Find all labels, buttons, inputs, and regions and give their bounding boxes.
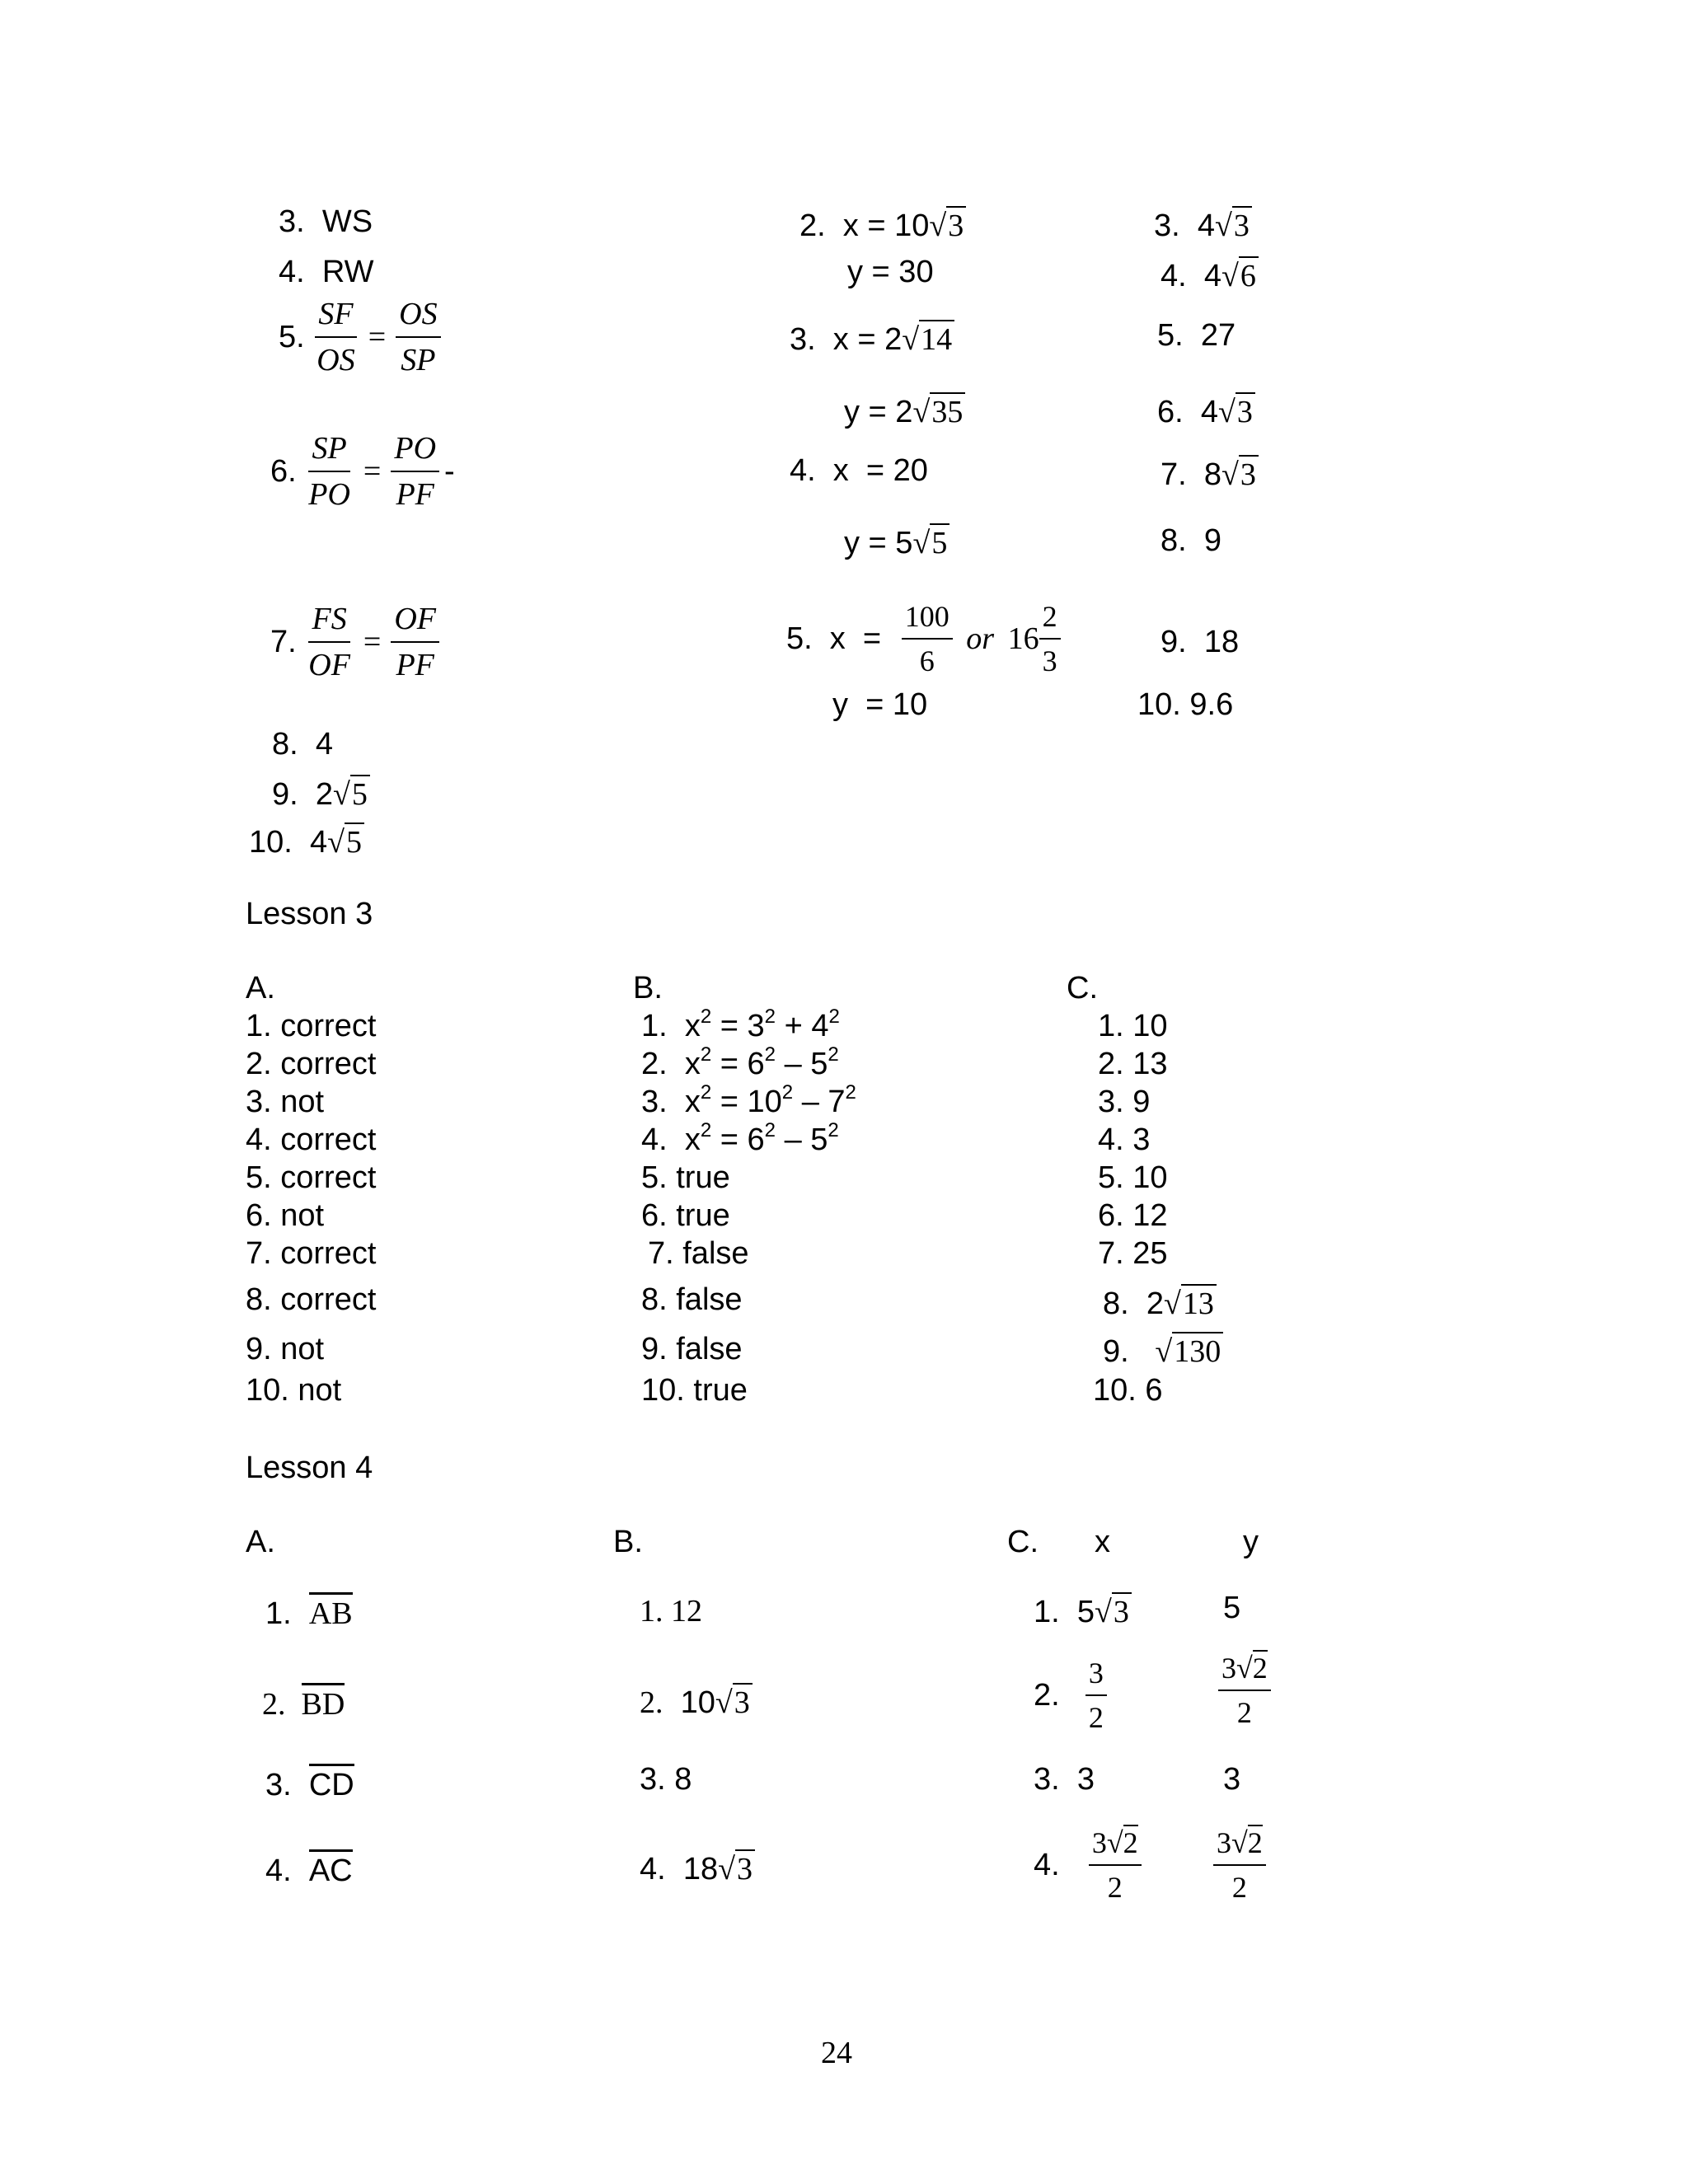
lesson3-c-heading: C.	[1067, 971, 1098, 1005]
table-row: 1. 5√3	[1034, 1592, 1132, 1628]
equation: 2. $x^2 = 6^2 - 5^2$	[641, 1043, 839, 1081]
table-row: 2. $\frac{3}{2}$	[1034, 1658, 1107, 1732]
sqrt-symbol: √3	[1221, 455, 1259, 490]
prev-c3-item-8: 8. 9	[1160, 523, 1221, 558]
fraction: $\frac{SF}{OS}$	[316, 297, 355, 377]
table-cell: 5	[1223, 1591, 1241, 1625]
list-item: 7. 25	[1098, 1236, 1168, 1271]
sqrt-symbol: √5	[912, 523, 950, 559]
list-item: 2. BD	[262, 1683, 345, 1720]
lesson4-b-heading: B.	[613, 1525, 643, 1559]
list-item: 5. 10	[1098, 1160, 1168, 1195]
prev-c1-item-8: 8. 4	[272, 727, 333, 762]
list-item: 5. correct	[246, 1160, 377, 1195]
table-cell	[1218, 1653, 1271, 1727]
lesson3-a-heading: A.	[246, 971, 275, 1005]
prev-c2-item-5x: 5. x = $\frac{100}{6}$ or 16 $\frac{2}{3}$	[786, 602, 1061, 676]
list-item: 8. correct	[246, 1282, 377, 1317]
list-item: 7. correct	[246, 1236, 377, 1271]
prev-c3-item-10: 10. 9.6	[1137, 687, 1234, 722]
table-row: 4. $\frac{3√2}{2}$	[1034, 1828, 1142, 1902]
lesson3-title: Lesson 3	[246, 897, 373, 931]
table-cell	[1213, 1828, 1266, 1902]
sqrt-symbol: √3	[1215, 206, 1252, 241]
sqrt-symbol: √3	[1218, 392, 1255, 428]
list-item: 4. correct	[246, 1122, 377, 1157]
column-header-x: x	[1095, 1525, 1110, 1559]
list-item: 6. not	[246, 1198, 325, 1233]
fraction: $\frac{SP}{PO}$	[308, 431, 350, 512]
list-item: 6. true	[641, 1198, 730, 1233]
table-row: 3. 3	[1034, 1762, 1095, 1797]
sqrt-symbol: √3	[1095, 1592, 1132, 1628]
list-item: 8. 2√13	[1103, 1284, 1217, 1319]
segment: BD	[302, 1683, 345, 1720]
sqrt-symbol: √3	[929, 206, 966, 241]
fraction: $\frac{OF}{PF}$	[391, 603, 439, 681]
list-item: 4. 18√3	[640, 1849, 755, 1885]
list-item: 2. 10√3	[640, 1683, 753, 1718]
prev-c2-item-4y: y = 5√5	[844, 523, 950, 559]
list-item: 1. correct	[246, 1009, 377, 1043]
prev-c1-item-10: 10. 4√5	[249, 823, 364, 858]
fraction: $\frac{3√2}{2}$	[1213, 1828, 1266, 1902]
sqrt-symbol: √130	[1155, 1332, 1223, 1367]
prev-c2-item-3y: y = 2√35	[844, 392, 965, 428]
prev-c3-item-7: 7. 8√3	[1160, 455, 1259, 490]
list-item: 7. false	[648, 1236, 749, 1271]
fraction: $\frac{PO}{PF}$	[391, 433, 439, 510]
prev-c3-item-4: 4. 4√6	[1160, 256, 1259, 292]
list-item: 2. correct	[246, 1047, 377, 1081]
segment: AC	[309, 1849, 353, 1886]
list-item: 1. 10	[1098, 1009, 1168, 1043]
equation: 1. $x^2 = 3^2 + 4^2$	[641, 1005, 840, 1043]
prev-c2-item-2y: y = 30	[847, 255, 934, 289]
table-cell: 3	[1223, 1762, 1241, 1797]
list-item: 2. 13	[1098, 1047, 1168, 1081]
list-item: 3. 8	[640, 1762, 692, 1797]
list-item: 8. false	[641, 1282, 743, 1317]
list-item: 5. true	[641, 1160, 730, 1195]
prev-c2-item-3x: 3. x = 2√14	[790, 320, 954, 355]
prev-c1-item-6: 6. $\frac{SP}{PO}$ = $\frac{PO}{PF}$ -	[270, 431, 455, 512]
fraction: $\frac{OS}{SP}$	[396, 298, 440, 376]
list-item: 9. not	[246, 1332, 325, 1366]
fraction: $\frac{FS}{OF}$	[308, 602, 350, 682]
prev-c3-item-9: 9. 18	[1160, 625, 1240, 659]
list-item: 1. AB	[265, 1592, 353, 1629]
list-item: 6. 12	[1098, 1198, 1168, 1233]
fraction: $\frac{3}{2}$	[1085, 1658, 1107, 1732]
prev-c1-item-7: 7. $\frac{FS}{OF}$ = $\frac{OF}{PF}$	[270, 603, 439, 681]
list-item: 4. 3	[1098, 1122, 1151, 1157]
column-header-y: y	[1243, 1525, 1259, 1559]
lesson3-b-heading: B.	[633, 971, 663, 1005]
prev-c1-item-3: 3. WS	[279, 204, 373, 239]
list-item: 9. false	[641, 1332, 743, 1366]
prev-c2-item-2x: 2. x = 10√3	[799, 206, 966, 241]
lesson4-title: Lesson 4	[246, 1451, 373, 1485]
prev-c1-item-5: 5. $\frac{SF}{OS}$ = $\frac{OS}{SP}$	[279, 298, 441, 376]
fraction: $\frac{3√2}{2}$	[1089, 1828, 1142, 1902]
list-item: 10. not	[246, 1373, 342, 1408]
lesson4-a-heading: A.	[246, 1525, 275, 1559]
list-item: 9. √130	[1103, 1332, 1223, 1367]
lesson4-c-heading: C.	[1007, 1525, 1039, 1559]
sqrt-symbol: √35	[912, 392, 965, 428]
list-item: 10. true	[641, 1373, 748, 1408]
prev-c1-item-4: 4. RW	[279, 255, 374, 289]
equation: 3. $x^2 = 10^2 - 7^2$	[641, 1081, 856, 1119]
prev-c2-item-5y: y = 10	[832, 687, 928, 722]
fraction: $\frac{2}{3}$	[1039, 602, 1061, 676]
sqrt-symbol: √3	[715, 1683, 753, 1718]
segment: AB	[309, 1592, 353, 1629]
sqrt-symbol: √3	[718, 1849, 755, 1885]
prev-c3-item-3: 3. 4√3	[1154, 206, 1252, 241]
list-item: 3. CD	[265, 1764, 354, 1801]
list-item: 10. 6	[1093, 1373, 1163, 1408]
prev-c3-item-5: 5. 27	[1157, 318, 1236, 353]
fraction: $\frac{3√2}{2}$	[1218, 1653, 1271, 1727]
list-item: 3. 9	[1098, 1085, 1151, 1119]
list-item: 4. AC	[265, 1849, 353, 1886]
segment: CD	[309, 1764, 354, 1801]
list-item: 1. 12	[640, 1594, 702, 1629]
sqrt-symbol: √6	[1221, 256, 1259, 292]
sqrt-symbol: √14	[902, 320, 954, 355]
prev-c1-item-9: 9. 2√5	[272, 775, 370, 810]
equation: 4. $x^2 = 6^2 - 5^2$	[641, 1119, 839, 1157]
fraction: $\frac{100}{6}$	[902, 602, 953, 676]
prev-c3-item-6: 6. 4√3	[1157, 392, 1255, 428]
sqrt-symbol: √5	[327, 823, 364, 858]
list-item: 3. not	[246, 1085, 325, 1119]
page-number: 24	[821, 2036, 852, 2070]
sqrt-symbol: √13	[1164, 1284, 1217, 1319]
sqrt-symbol: √5	[333, 775, 370, 810]
prev-c2-item-4x: 4. x = 20	[790, 453, 928, 488]
